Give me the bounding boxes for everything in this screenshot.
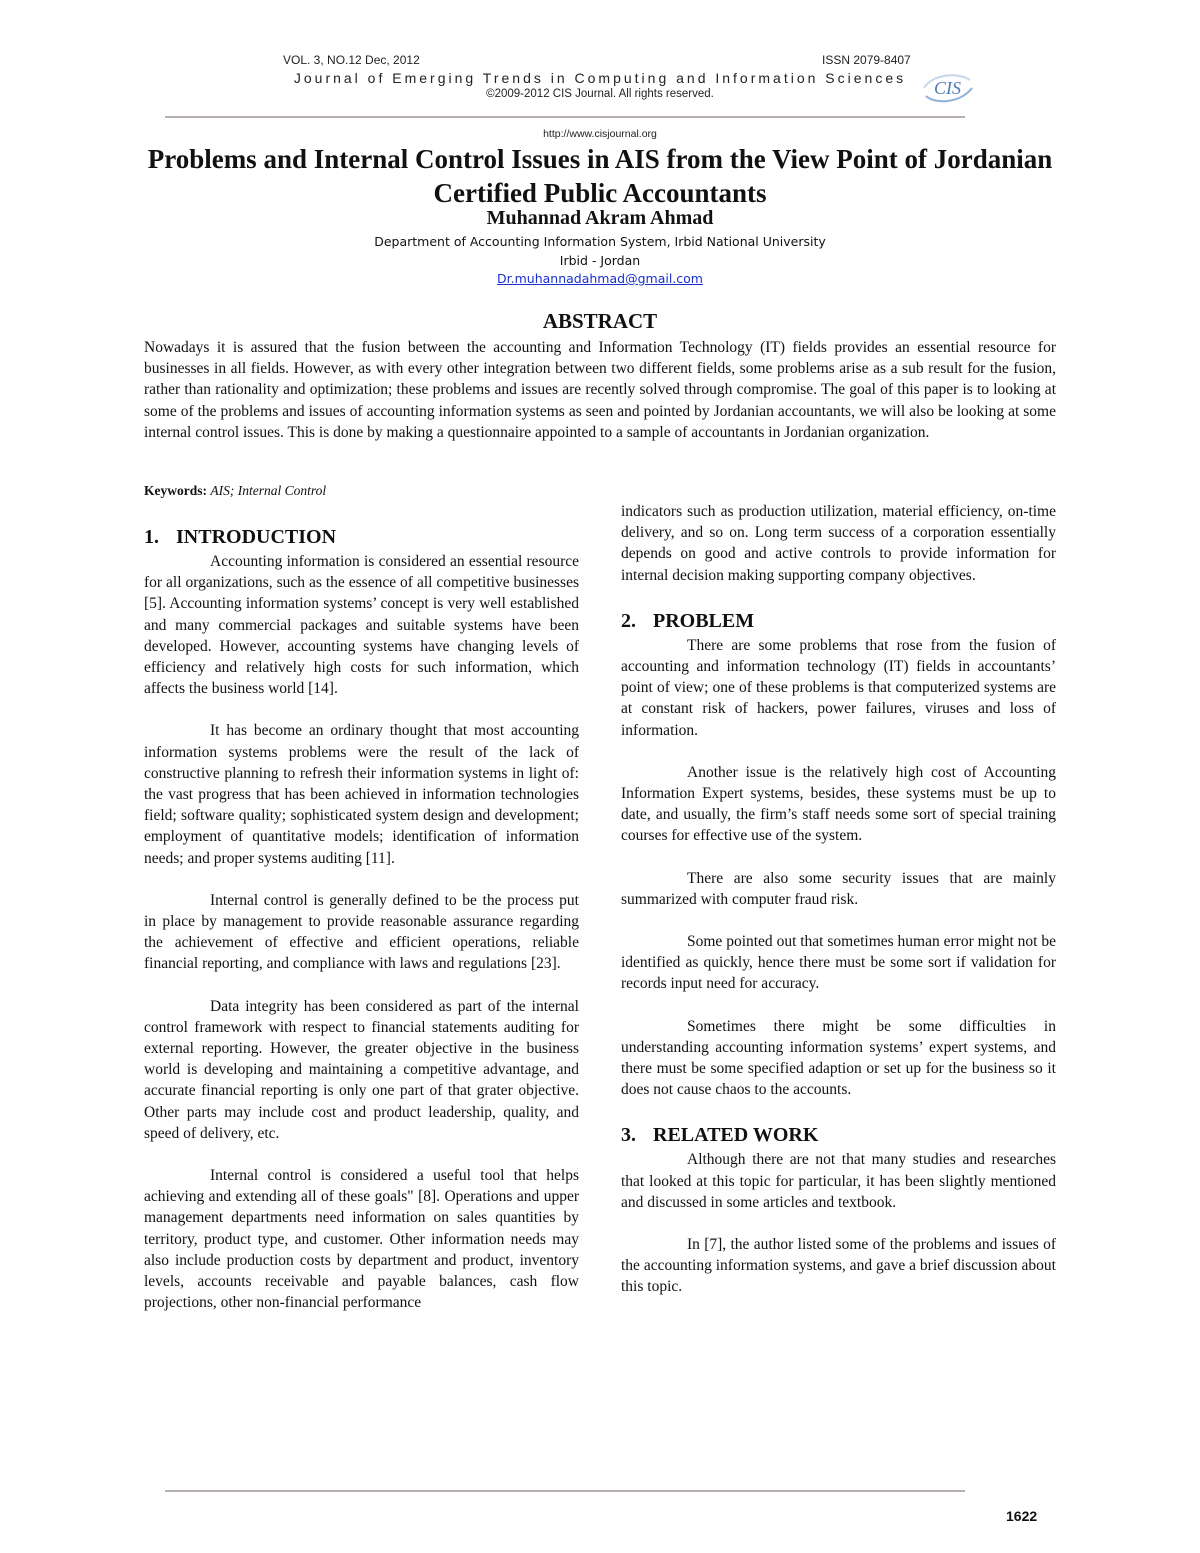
right-column <box>621 501 1056 1319</box>
header-copyright: ©2009-2012 CIS Journal. All rights reserved. <box>486 88 714 100</box>
paper-title: Problems and Internal Control Issues in AIS from the View Point of Jordanian Certified Public Accountants <box>147 144 1053 208</box>
page-number: 1622 <box>1006 1508 1038 1524</box>
section-number: 2. <box>621 609 636 632</box>
author-email-link[interactable]: Dr.muhannadahmad@gmail.com <box>497 271 703 286</box>
problem-paragraph-4: Some pointed out that sometimes human error might not be identified as quickly, hence there must be some sort if validation for records input need for accuracy. <box>621 933 1056 993</box>
section-number: 1. <box>144 526 159 548</box>
section-title: INTRODUCTION <box>176 526 337 548</box>
cis-logo-icon <box>920 70 976 106</box>
abstract-text: Nowadays it is assured that the fusion between the accounting and Information Technology (IT) fields provides an essential resource for businesses in all fields. However, as with every other integration between two different fields, some problems arise as a sub result for the fusion, rather than rationality and optimization; these problems and issues are recently solved through compromise. The goal of this paper is to looking at some of the problems and issues of accounting information systems as seen and pointed by Jordanian accountants, we will also be looking at some internal control issues. This is done by making a questionnaire appointed to a sample of accountants in Jordanian organization. <box>144 339 1056 441</box>
keywords-value: AIS; Internal Control <box>210 483 327 498</box>
intro-paragraph-4: Data integrity has been considered as part of the internal control framework with respect to financial statements auditing for external reporting. However, the greater objective in the business world is developing and maintaining a competitive advantage, and accurate financial reporting is only one part of that grater objective. Other parts may include cost and product leadership, quality, and speed of delivery, etc. <box>144 997 579 1142</box>
abstract-heading: ABSTRACT <box>542 309 658 333</box>
section-heading-introduction <box>144 523 579 551</box>
header-volume: VOL. 3, NO.12 Dec, 2012 <box>283 53 420 67</box>
header-issn: ISSN 2079-8407 <box>822 53 911 67</box>
author-location: Irbid - Jordan <box>559 253 641 268</box>
header-journal-name: Journal of Emerging Trends in Computing and Information Sciences <box>293 70 907 86</box>
related-paragraph-1: Although there are not that many studies and researches that looked at this topic for particular, it has been slightly mentioned and discussed in some articles and textbook. <box>621 1151 1056 1211</box>
section-title: RELATED WORK <box>653 1124 819 1147</box>
section-title: PROBLEM <box>653 609 755 632</box>
related-paragraph-2: In [7], the author listed some of the problems and issues of the accounting information systems, and gave a brief discussion about this topic. <box>621 1236 1056 1296</box>
section-heading-related-work <box>621 1121 1056 1149</box>
problem-paragraph-5: Sometimes there might be some difficulties in understanding accounting information systems’ expert systems, and there must be some specified adaption or set up for the business so it does not cause chaos to the accounts. <box>621 1017 1056 1099</box>
keywords <box>144 483 326 499</box>
intro-paragraph-3: Internal control is generally defined to be the process put in place by management to provide reasonable assurance regarding the achievement of effective and efficient operations, reliable financial reporting, and compliance with laws and regulations [23]. <box>144 891 579 973</box>
intro-paragraph-2: It has become an ordinary thought that most accounting information systems problems were the result of the lack of constructive planning to refresh their information systems in light of: the vast progress that has been achieved in information technologies field; software quality; sophisticated system design and development; employment of quantitative models; identification of information needs; and proper systems auditing [11]. <box>144 722 579 867</box>
problem-paragraph-1: There are some problems that rose from the fusion of accounting and information technology (IT) fields in accountants’ point of view; one of these problems is that computerized systems are at constant risk of hackers, power failures, viruses and loss of information. <box>621 636 1056 739</box>
problem-paragraph-3: There are also some security issues that are mainly summarized with computer fraud risk. <box>621 869 1056 908</box>
section-number: 3. <box>621 1124 636 1147</box>
author-email[interactable] <box>200 271 1000 286</box>
problem-paragraph-2: Another issue is the relatively high cost of Accounting Information Expert systems, besides, these systems must be up to date, and usually, the firm’s staff needs some sort of special training courses for effective use of the system. <box>621 763 1056 845</box>
header-divider <box>165 116 965 118</box>
keywords-label: Keywords: <box>144 483 207 498</box>
intro-paragraph-5-continued: indicators such as production utilization, material efficiency, on-time delivery, and so on. Long term success of a corporation essentially depends on good and active controls to provide information for internal decision making supporting company objectives. <box>621 503 1056 584</box>
author-affiliation: Department of Accounting Information System, Irbid National University <box>374 234 826 249</box>
header-url[interactable]: http://www.cisjournal.org <box>543 128 657 140</box>
logo-text: CIS <box>934 78 961 98</box>
intro-paragraph-1: Accounting information is considered an essential resource for all organizations, such as the essence of all competitive businesses [5]. Accounting information systems’ concept is very well established and many commercial packages and suitable systems have been developed. However, accounting systems have changing levels of efficiency and relatively high costs for such information, which affects the business world [14]. <box>144 553 579 698</box>
footer-divider <box>165 1490 965 1492</box>
left-column <box>144 523 579 1314</box>
author-name: Muhannad Akram Ahmad <box>486 207 714 229</box>
intro-paragraph-5: Internal control is considered a useful tool that helps achieving and extending all of these goals" [8]. Operations and upper management departments need information on sales quantities by territory, product type, and customer. Other information needs may also include production costs by department and product, inventory levels, accounts receivable and payable balances, cash flow projections, other non-financial performance <box>144 1167 579 1312</box>
section-heading-problem <box>621 607 1056 635</box>
